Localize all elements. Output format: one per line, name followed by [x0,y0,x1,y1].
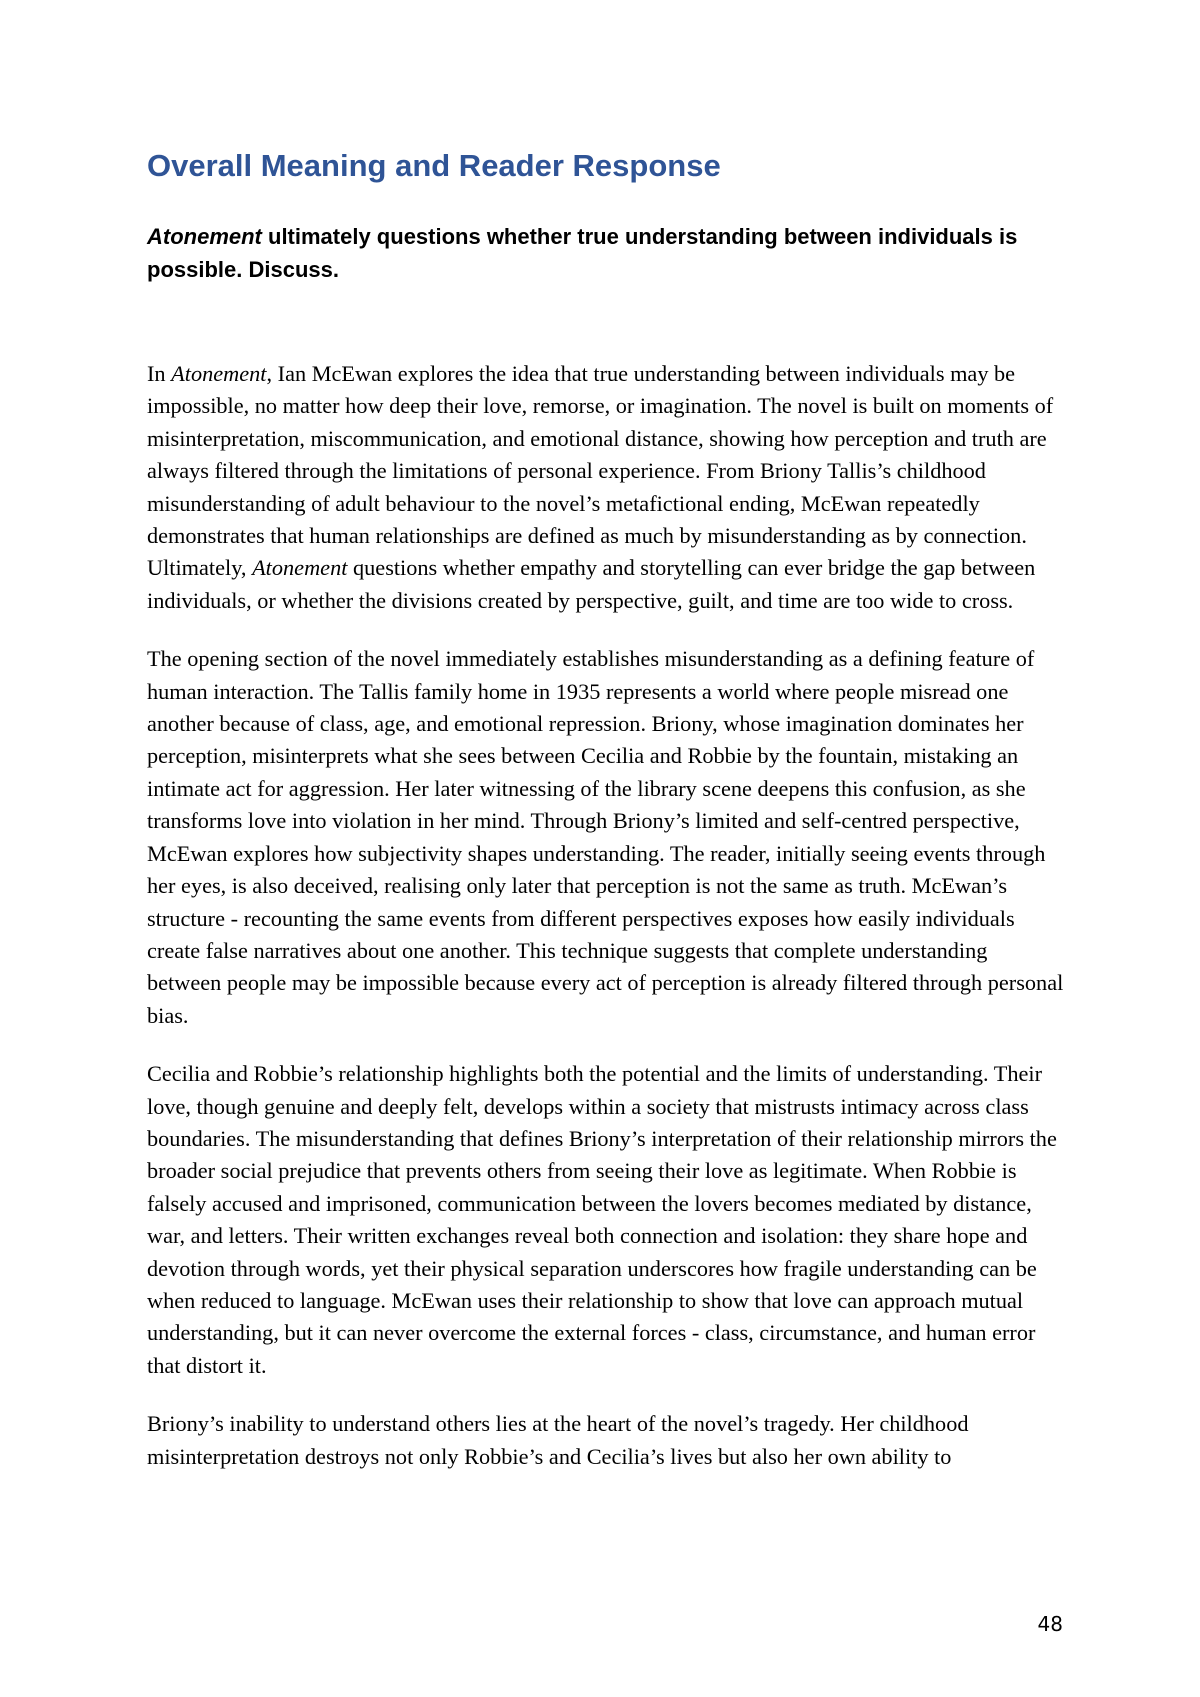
section-heading: Overall Meaning and Reader Response [147,148,721,183]
paragraph-2: The opening section of the novel immediately establishes misunderstanding as a defining feature of human interaction. The Tallis family home in 1935 represents a world where people misread one another because of class, age, and emotional repression. Briony, whose imagination dominates her perception, misinterprets what she sees between Cecilia and Robbie by the fountain, mistaking an intimate act for aggression. Her later witnessing of the library scene deepens this confusion, as she transforms love into violation in her mind. Through Briony’s limited and self-centred perspective, McEwan explores how subjectivity shapes understanding. The reader, initially seeing events through her eyes, is also deceived, realising only later that perception is not the same as truth. McEwan’s structure - recounting the same events from different perspectives exposes how easily individuals create false narratives about one another. This technique suggests that complete understanding between people may be impossible because every act of perception is already filtered through personal bias. [147,646,1064,1028]
paragraph-4: Briony’s inability to understand others lies at the heart of the novel’s tragedy. Her childhood misinterpretation destroys not only Robbie’s and Cecilia’s lives but also her own ability to [147,1411,969,1469]
page-content [147,146,1067,1473]
paragraph-1-italic-title-2: Atonement [252,555,348,581]
paragraph-3: Cecilia and Robbie’s relationship highlights both the potential and the limits of understanding. Their love, though genuine and deeply felt, develops within a society that mistrusts intimacy across class boundaries. The misunderstanding that defines Briony’s interpretation of their relationship mirrors the broader social prejudice that prevents others from seeing their love as legitimate. When Robbie is falsely accused and imprisoned, communication between the lovers becomes mediated by distance, war, and letters. Their written exchanges reveal both connection and isolation: they share hope and devotion through words, yet their physical separation underscores how fragile understanding can be when reduced to language. McEwan uses their relationship to show that love can approach mutual understanding, but it can never overcome the external forces - class, circumstance, and human error that distort it. [147,1061,1057,1378]
page-number: 48 [1037,1612,1063,1636]
paragraph-1-lead: In [147,361,172,386]
question-text: ultimately questions whether true understanding between individuals is possible. Discuss. [147,224,1018,282]
paragraph-1-italic-title: Atonement [171,361,267,386]
question-italic-title: Atonement [147,224,262,249]
paragraph-1 [147,358,1067,617]
paragraph-1-text-2: questions whether empathy and storytelling can ever bridge the gap between individuals, or whether the divisions created by perspective, guilt, and time are too wide to cross. [147,555,1036,613]
paragraph-1-text: , Ian McEwan explores the idea that true understanding between individuals may be impossible, no matter how deep their love, remorse, or imagination. The novel is built on moments of misinterpretation, miscommunication, and emotional distance, showing how perception and truth are always filtered through the limitations of personal experience. From Briony Tallis’s childhood misunderstanding of adult behaviour to the novel’s metafictional ending, McEwan repeatedly demonstrates that human relationships are defined as much by misunderstanding as by connection. Ultimately, [147,361,1054,581]
essay-question [147,220,1067,286]
